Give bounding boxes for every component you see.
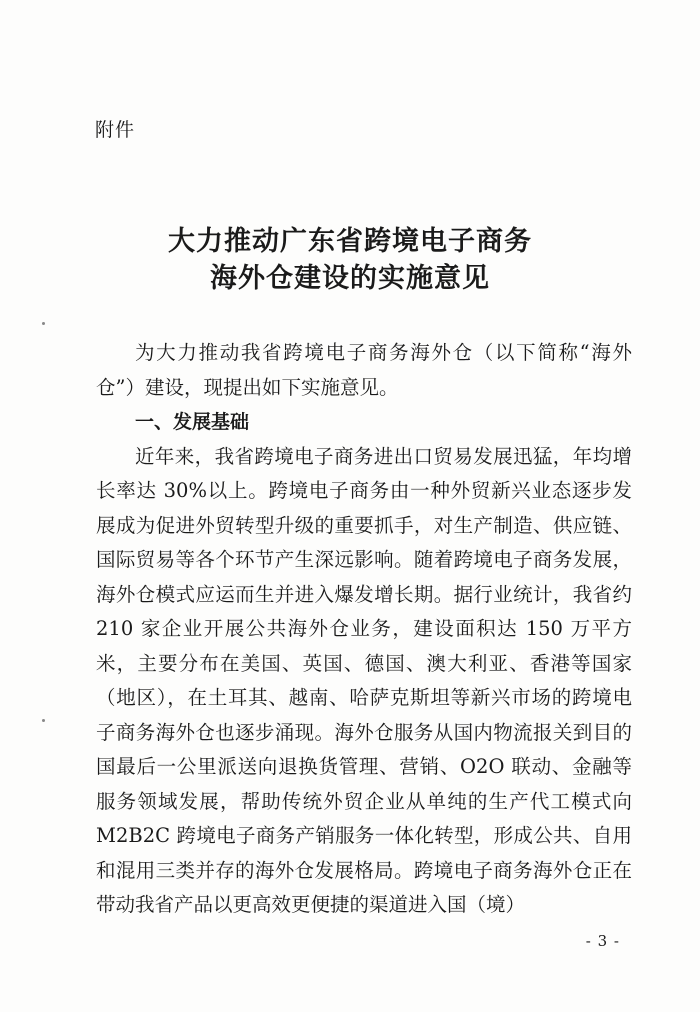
section-heading: 一、发展基础 [135, 411, 250, 433]
document-title-line-1: 大力推动广东省跨境电子商务 [168, 226, 532, 257]
intro-paragraph: 为大力推动我省跨境电子商务海外仓（以下简称“海外仓”）建设，现提出如下实施意见。 [96, 341, 632, 399]
attachment-label: 附件 [95, 119, 136, 141]
scan-speck [42, 719, 45, 722]
scan-speck [42, 322, 45, 325]
document-title-line-2: 海外仓建设的实施意见 [210, 263, 490, 294]
page-number: - 3 - [585, 932, 620, 950]
document-body [96, 336, 632, 923]
section-paragraph: 近年来，我省跨境电子商务进出口贸易发展迅猛，年均增长率达 30%以上。跨境电子商务由一种外贸新兴业态逐步发展成为促进外贸转型升级的重要抓手，对生产制造、供应链、国际贸易等各个环节产生深远影响。随着跨境电子商务发展，海外仓模式应运而生并进入爆发增长期。据行业统计，我省约 210 家企业开展公共海外仓业务，建设面积达 150 万平方米，主要分布在美国、英国、德国、澳大利亚、香港等国家（地区），在土耳其、越南、哈萨克斯坦等新兴市场的跨境电子商务海外仓也逐步涌现。海外仓服务从国内物流报关到目的国最后一公里派送向退换货管理、营销、O2O 联动、金融等服务领域发展，帮助传统外贸企业从单纯的生产代工模式向 M2B2C 跨境电子商务产销服务一体化转型，形成公共、自用和混用三类并存的海外仓发展格局。跨境电子商务海外仓正在带动我省产品以更高效更便捷的渠道进入国（境） [96, 444, 632, 916]
